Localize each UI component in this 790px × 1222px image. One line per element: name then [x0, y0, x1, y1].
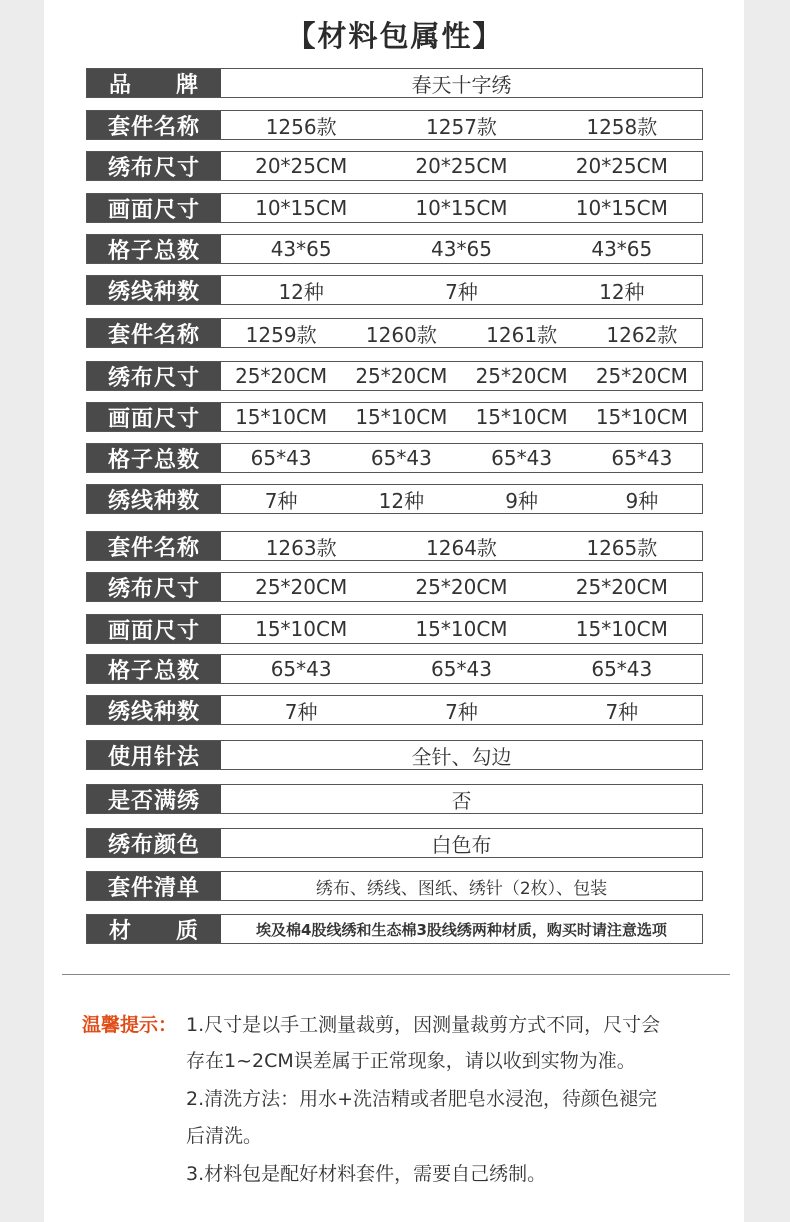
table-row [86, 484, 703, 514]
table-row [86, 871, 703, 901]
row-value [221, 194, 702, 222]
cell-value: 25*20CM [255, 575, 348, 599]
table-row [86, 234, 703, 264]
notice-label: 温馨提示： [82, 1014, 178, 1036]
cell-value: 25*20CM [595, 364, 688, 388]
table-row [86, 402, 703, 432]
table-row [86, 572, 703, 602]
cell-value: 1263款 [265, 535, 337, 560]
cell-value: 20*25CM [255, 154, 348, 178]
row-value [221, 696, 702, 724]
row-value [221, 829, 702, 857]
cell-value: 7种 [445, 699, 478, 724]
cell-value: 20*25CM [575, 154, 668, 178]
row-value [221, 152, 702, 180]
table-row [86, 695, 703, 725]
cell-value: 43*65 [591, 237, 653, 261]
row-label: 画面尺寸 [87, 403, 221, 431]
cell-value: 1259款 [245, 322, 317, 347]
row-label: 使用针法 [87, 741, 221, 769]
row-value [221, 655, 702, 683]
cell-value: 9种 [505, 488, 538, 513]
notice-line: 1.尺寸是以手工测量裁剪，因测量裁剪方式不同，尺寸会 [186, 1014, 661, 1036]
row-label: 是否满绣 [87, 785, 221, 813]
cell-value: 25*20CM [475, 364, 568, 388]
row-value [221, 615, 702, 643]
row-label: 格子总数 [87, 655, 221, 683]
cell-value: 9种 [625, 488, 659, 513]
cell-value: 白色布 [431, 832, 492, 857]
divider [62, 974, 730, 975]
row-value [221, 785, 702, 813]
cell-value: 12种 [278, 279, 324, 304]
cell-value: 埃及棉4股线绣和生态棉3股线绣两种材质，购买时请注意选项 [256, 920, 667, 939]
cell-value: 1260款 [365, 322, 437, 347]
table-row [86, 443, 703, 473]
row-value [221, 276, 702, 304]
cell-value: 15*10CM [235, 405, 328, 429]
cell-value: 65*43 [270, 657, 332, 681]
row-value [221, 362, 702, 390]
cell-value: 10*15CM [255, 196, 348, 220]
table-row [86, 531, 703, 561]
cell-value: 绣布、绣线、图纸、绣针（2枚）、包装 [315, 878, 608, 899]
cell-value: 1261款 [486, 322, 558, 347]
row-value [221, 573, 702, 601]
cell-value: 7种 [445, 279, 478, 304]
row-value [221, 444, 702, 472]
row-value [221, 485, 702, 513]
cell-value: 15*10CM [575, 617, 668, 641]
page-panel [44, 0, 744, 1222]
cell-value: 10*15CM [415, 196, 508, 220]
row-value [221, 69, 702, 97]
cell-value: 43*65 [270, 237, 332, 261]
row-value [221, 235, 702, 263]
notice-line: 存在1~2CM误差属于正常现象，请以收到实物为准。 [186, 1050, 636, 1072]
row-label: 画面尺寸 [87, 615, 221, 643]
table-row [86, 914, 703, 944]
table-row [86, 110, 703, 140]
row-label: 画面尺寸 [87, 194, 221, 222]
row-label: 套件清单 [87, 872, 221, 900]
row-value [221, 532, 702, 560]
cell-value: 15*10CM [255, 617, 348, 641]
cell-value: 1264款 [426, 535, 497, 560]
cell-value: 65*43 [491, 446, 553, 470]
cell-value: 15*10CM [475, 405, 568, 429]
table-row [86, 318, 703, 348]
page-title: 【材料包属性】 [286, 19, 504, 53]
row-label: 品 牌 [87, 69, 221, 97]
notice-line: 2.清洗方法：用水+洗洁精或者肥皂水浸泡，待颜色褪完 [186, 1088, 658, 1110]
row-label: 绣线种数 [87, 276, 221, 304]
cell-value: 15*10CM [355, 405, 448, 429]
cell-value: 25*20CM [415, 575, 508, 599]
cell-value: 1256款 [265, 114, 337, 139]
row-label: 绣线种数 [87, 485, 221, 513]
row-label: 绣布尺寸 [87, 152, 221, 180]
row-label: 绣布尺寸 [87, 573, 221, 601]
cell-value: 25*20CM [575, 575, 668, 599]
cell-value: 12种 [378, 488, 425, 513]
cell-value: 25*20CM [235, 364, 328, 388]
row-value [221, 872, 702, 900]
cell-value: 15*10CM [415, 617, 508, 641]
table-row [86, 614, 703, 644]
row-label: 绣线种数 [87, 696, 221, 724]
table-row [86, 828, 703, 858]
cell-value: 1265款 [586, 535, 658, 560]
table-row [86, 784, 703, 814]
table-row [86, 361, 703, 391]
cell-value: 65*43 [370, 446, 432, 470]
table-row [86, 275, 703, 305]
cell-value: 春天十字绣 [411, 72, 512, 97]
cell-value: 65*43 [250, 446, 312, 470]
table-row [86, 654, 703, 684]
row-value [221, 915, 702, 943]
cell-value: 1258款 [586, 114, 658, 139]
row-value [221, 319, 702, 347]
cell-value: 1257款 [426, 114, 497, 139]
row-label: 套件名称 [87, 532, 221, 560]
row-label: 材 质 [87, 915, 221, 943]
row-value [221, 111, 702, 139]
cell-value: 全针、勾边 [411, 744, 512, 769]
cell-value: 7种 [605, 699, 639, 724]
cell-value: 12种 [599, 279, 645, 304]
cell-value: 否 [451, 788, 472, 813]
table-row [86, 151, 703, 181]
row-label: 绣布尺寸 [87, 362, 221, 390]
notice-line: 3.材料包是配好材料套件，需要自己绣制。 [186, 1163, 547, 1185]
cell-value: 15*10CM [595, 405, 688, 429]
cell-value: 10*15CM [575, 196, 668, 220]
cell-value: 65*43 [591, 657, 653, 681]
table-row [86, 193, 703, 223]
row-label: 套件名称 [87, 319, 221, 347]
cell-value: 25*20CM [355, 364, 448, 388]
row-label: 格子总数 [87, 444, 221, 472]
table-row [86, 740, 703, 770]
row-label: 格子总数 [87, 235, 221, 263]
notice-line: 后清洗。 [186, 1125, 263, 1147]
row-label: 套件名称 [87, 111, 221, 139]
cell-value: 20*25CM [415, 154, 508, 178]
cell-value: 65*43 [611, 446, 673, 470]
row-label: 绣布颜色 [87, 829, 221, 857]
row-value [221, 403, 702, 431]
cell-value: 1262款 [606, 322, 678, 347]
row-value [221, 741, 702, 769]
cell-value: 7种 [284, 699, 318, 724]
cell-value: 43*65 [431, 237, 492, 261]
table-row [86, 68, 703, 98]
cell-value: 7种 [264, 488, 298, 513]
cell-value: 65*43 [431, 657, 492, 681]
